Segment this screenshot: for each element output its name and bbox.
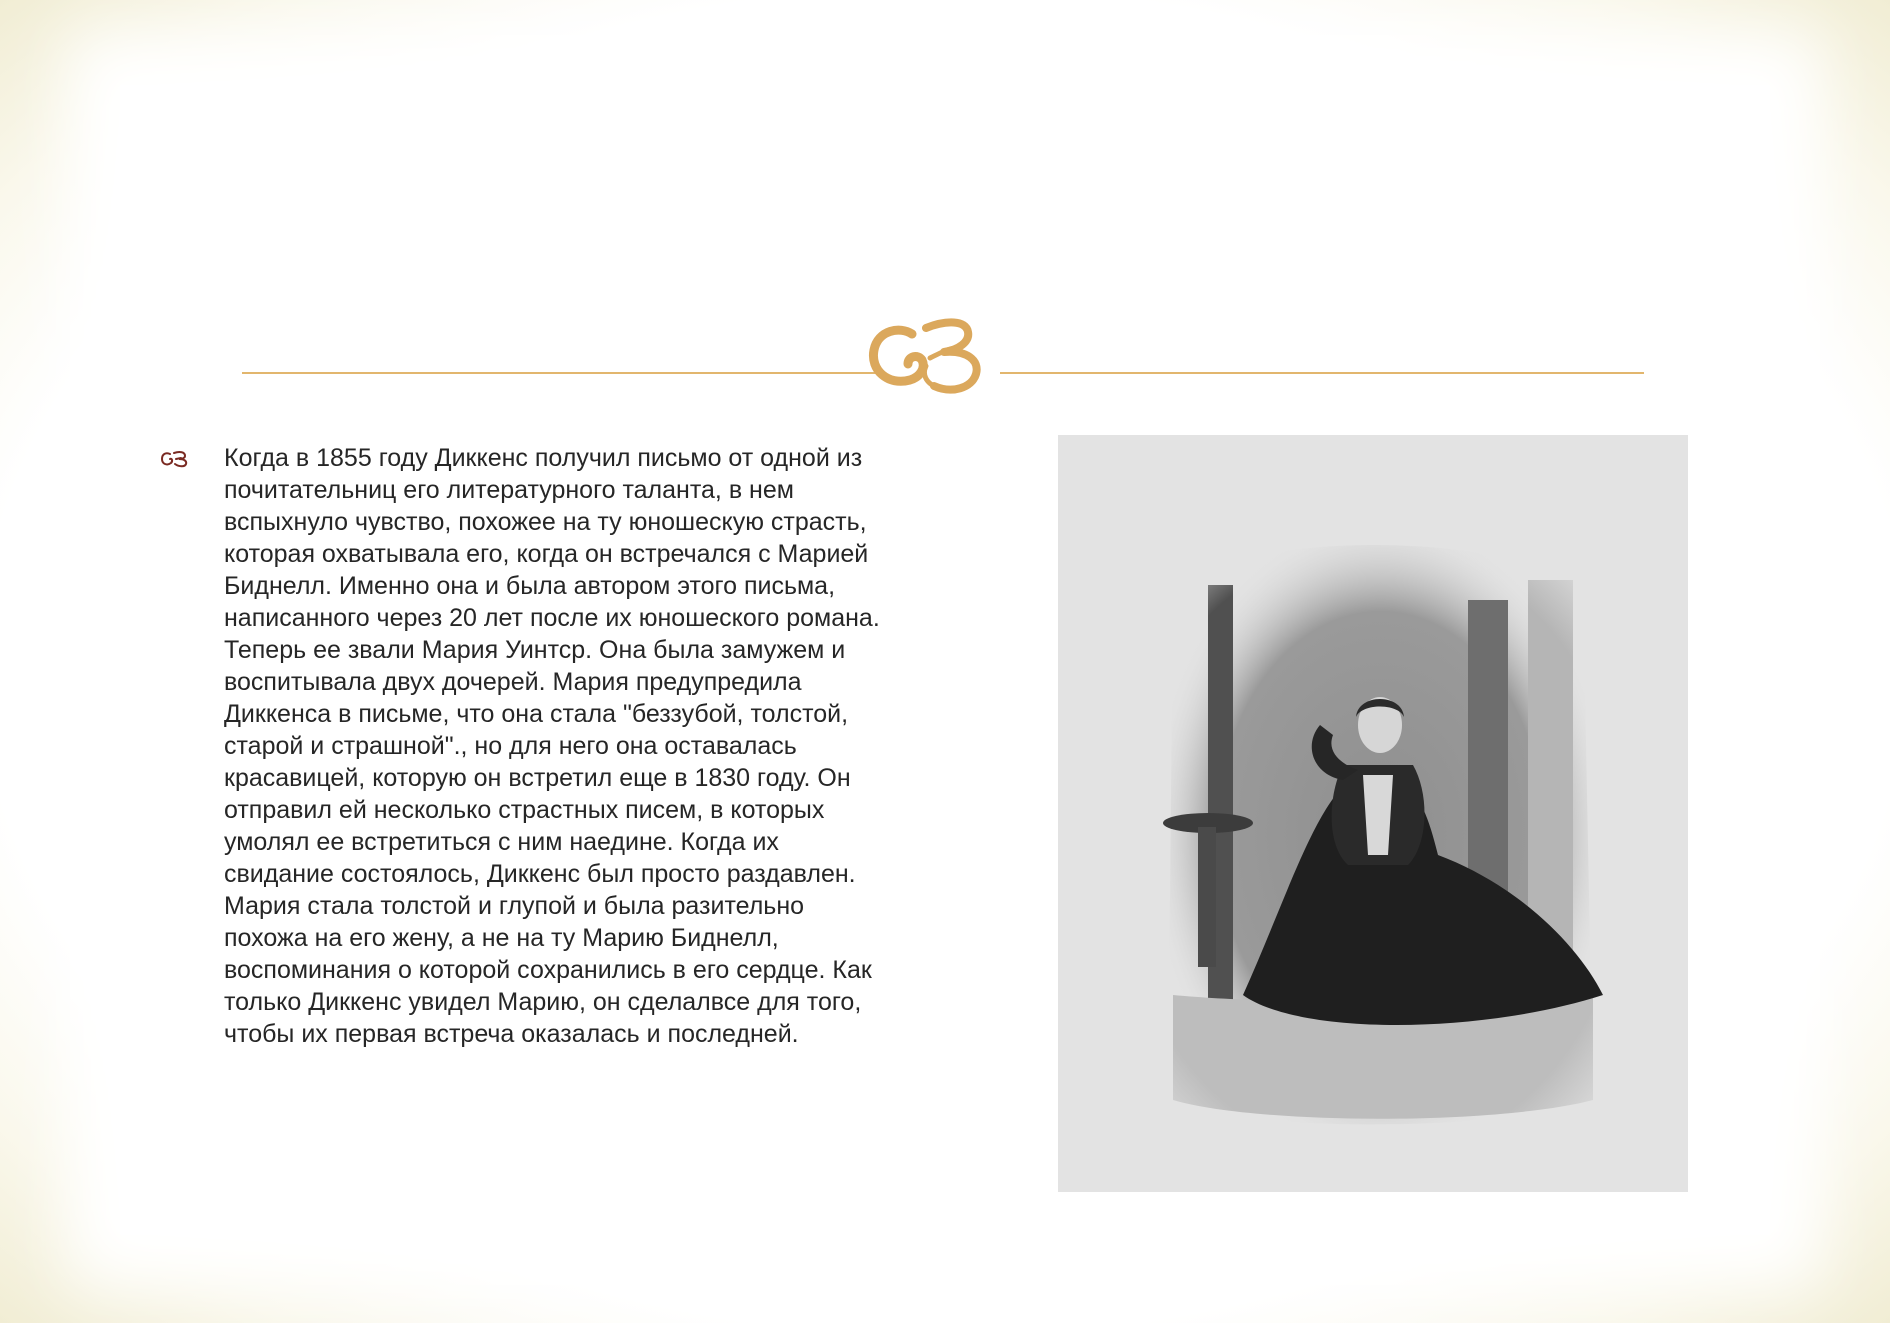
- swash-bullet-icon: [160, 450, 188, 468]
- body-paragraph: Когда в 1855 году Диккенс получил письмо от одной из почитательниц его литературного таланта, в нем вспыхнуло чувство, похожее на ту юношескую страсть, которая охватывала его, когда он встречался с Марией Биднелл. Именно она и была автором этого письма, написанного через 20 лет после их юношеского романа. Теперь ее звали Мария Уинтср. Она была замужем и воспитывала двух дочерей. Мария предупредила Диккенса в письме, что она стала "беззубой, толстой, старой и страшной"., но для него она оставалась красавицей, которую он встретил еще в 1830 году. Он отправил ей несколько страстных писем, в которых умолял ее встретиться с ним наедине. Когда их свидание состоялось, Диккенс был просто раздавлен. Мария стала толстой и глупой и была разительно похожа на его жену, а не на ту Марию Биднелл, воспоминания о которой сохранились в его сердце. Как только Диккенс увидел Марию, он сделалвсе для того, чтобы их первая встреча оказалась и последней.: [224, 444, 880, 1048]
- title-divider-right: [1000, 372, 1644, 374]
- swash-cb-ornament-icon: [868, 318, 1006, 398]
- portrait-photo: [1058, 435, 1688, 1192]
- title-divider-left: [242, 372, 878, 374]
